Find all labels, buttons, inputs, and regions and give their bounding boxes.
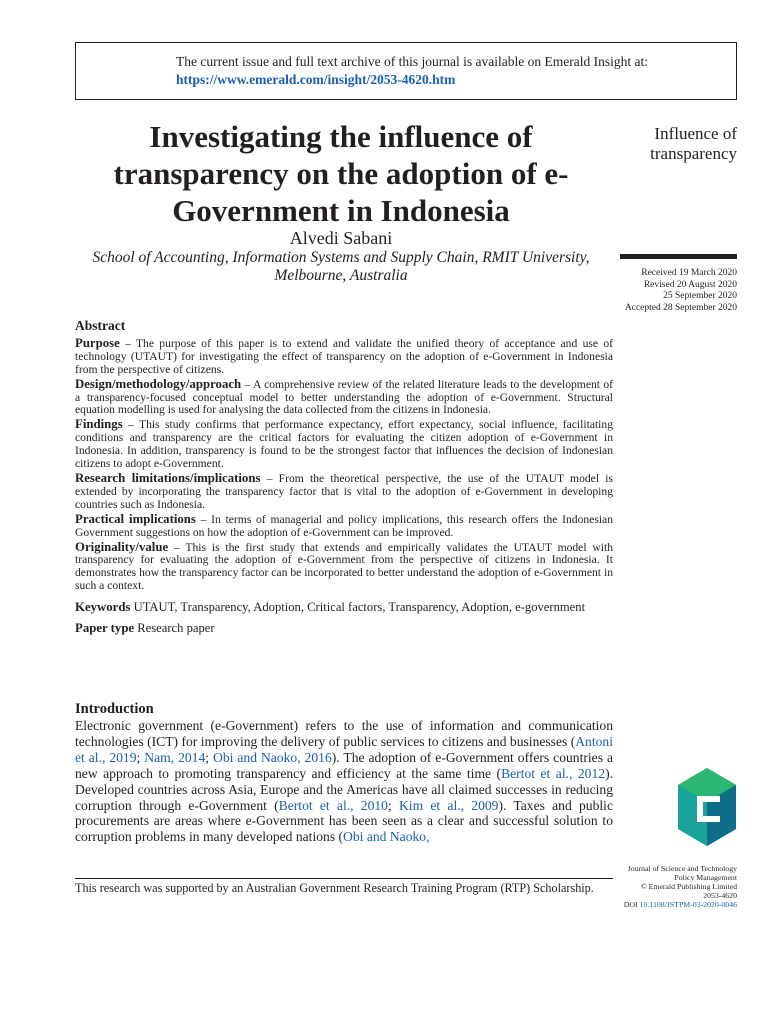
date-revised: Revised 20 August 2020	[643, 279, 737, 290]
article-dates	[600, 268, 737, 314]
doi-line	[595, 900, 737, 909]
funding-footnote: This research was supported by an Australian Government Research Training Program (RTP) Scholarship.	[75, 881, 594, 895]
date-received: Received 19 March 2020	[641, 268, 737, 278]
introduction-paragraph	[75, 718, 613, 845]
paper-type-label: Paper type	[75, 621, 135, 636]
running-head: Influence of transparency	[650, 124, 737, 163]
archive-notice-box	[75, 42, 737, 100]
doi-label: DOI	[623, 900, 640, 909]
introduction-heading: Introduction	[75, 701, 154, 717]
keywords-text: UTAUT, Transparency, Adoption, Critical factors, Transparency, Adoption, e-government	[130, 600, 586, 615]
abstract-keywords	[75, 600, 613, 614]
footnote-divider	[75, 878, 613, 879]
date-accepted: Accepted 28 September 2020	[624, 302, 737, 313]
citation-link[interactable]: Bertot et al., 2012	[501, 765, 606, 781]
design-text: – A comprehensive review of the related literature leads to the development of a transparency-focused conceptual model to better understanding the adoption of e-Government. Structural equation modelling is used for analysing the data collected from the citizens in Indonesia.	[75, 377, 613, 417]
citation-link[interactable]: Nam, 2014	[144, 749, 206, 765]
intro-text: ;	[136, 749, 145, 765]
abstract-limitations	[75, 472, 613, 512]
limitations-text: – From the theoretical perspective, the use of the UTAUT model is extended by incorporating the transparency factor that is vital to the adoption of e-Government in developing countries such as Indonesia.	[75, 471, 613, 511]
introduction-section	[75, 701, 613, 845]
article-title: Investigating the influence of transparency on the adoption of e-Government in Indonesia	[113, 119, 569, 228]
citation-link[interactable]: Obi and Naoko,	[343, 829, 430, 845]
citation-link[interactable]: Kim et al., 2009	[398, 797, 499, 813]
journal-name: Journal of Science and Technology	[627, 864, 737, 873]
limitations-label: Research limitations/implications	[75, 470, 261, 485]
side-divider	[620, 254, 737, 259]
design-label: Design/methodology/approach	[75, 376, 242, 391]
intro-text: ). The adoption of e-Government offers countries a new approach to promoting transparency and efficiency at the same time (	[75, 749, 614, 781]
originality-label: Originality/value	[75, 539, 169, 554]
findings-text: – This study confirms that performance expectancy, effort expectancy, social influence, facilitating conditions and transparency are the critical factors for evaluating the citizen adoption of e-Government in Indonesia. In addition, transparency is found to be the strongest factor that influences the decision of Indonesian citizens to adopt e-Government.	[75, 418, 613, 471]
author-name: Alvedi Sabani	[289, 228, 393, 248]
intro-text: Electronic government (e-Government) refers to the use of information and communication technologies (ICT) for improving the delivery of public services to citizens and businesses (	[75, 718, 613, 749]
keywords-label: Keywords	[75, 600, 131, 615]
purpose-label: Purpose	[75, 335, 120, 350]
paper-type-text: Research paper	[134, 621, 215, 636]
citation-link[interactable]: Antoni et al., 2019	[75, 733, 613, 765]
abstract-practical	[75, 513, 613, 540]
author-affiliation: School of Accounting, Information Systems and Supply Chain, RMIT University, Melbourne, Australia	[92, 249, 590, 284]
issn: 2053-4620	[703, 891, 737, 900]
intro-text: ). Taxes and public procurements are areas where e-Government has been seen as a clear and successful solution to corruption problems in many developed nations (	[75, 797, 613, 845]
citation-link[interactable]: Obi and Naoko, 2016	[213, 749, 332, 765]
journal-name-2: Policy Management	[674, 873, 737, 882]
originality-text: – This is the first study that extends and empirically validates the UTAUT model with transparency for evaluating the adoption of e-Government from the perspective of citizens in Indonesia. It demonstrates how the transparency factor can be incorporated to better understand the adoption of e-Government in such a context.	[75, 540, 613, 593]
intro-text: ). Developed countries across Asia, Europe and the Americas have all claimed successes in reducing corruption through e-Government (	[75, 765, 613, 813]
date-revised-2: 25 September 2020	[663, 291, 737, 302]
abstract-findings	[75, 418, 613, 471]
abstract-paper-type	[75, 622, 613, 635]
practical-text: – In terms of managerial and policy implications, this research offers the Indonesian Government suggestions on how the adoption of e-Government can be improved.	[75, 512, 613, 539]
practical-label: Practical implications	[75, 511, 196, 526]
emerald-logo-icon	[676, 766, 738, 848]
journal-info	[595, 864, 737, 909]
publisher: © Emerald Publishing Limited	[640, 882, 737, 891]
abstract-section	[75, 320, 613, 636]
abstract-design	[75, 378, 613, 418]
doi-link[interactable]: 10.1108/JSTPM-03-2020-0046	[639, 900, 737, 909]
abstract-purpose	[75, 337, 613, 377]
findings-label: Findings	[75, 417, 123, 432]
intro-text: ;	[387, 797, 399, 813]
abstract-originality	[75, 541, 613, 594]
abstract-heading: Abstract	[75, 318, 126, 333]
intro-text: ;	[205, 749, 214, 765]
citation-link[interactable]: Bertot et al., 2010	[278, 797, 388, 813]
archive-notice-text: The current issue and full text archive of this journal is available on Emerald Insight at:	[176, 54, 648, 69]
purpose-text: – The purpose of this paper is to extend and validate the unified theory of acceptance and use of technology (UTAUT) for investigating the effect of transparency on the adoption of e-Government in Indonesia from the perspective of citizens.	[75, 336, 613, 376]
journal-url-link[interactable]: https://www.emerald.com/insight/2053-4620.htm	[176, 72, 456, 87]
